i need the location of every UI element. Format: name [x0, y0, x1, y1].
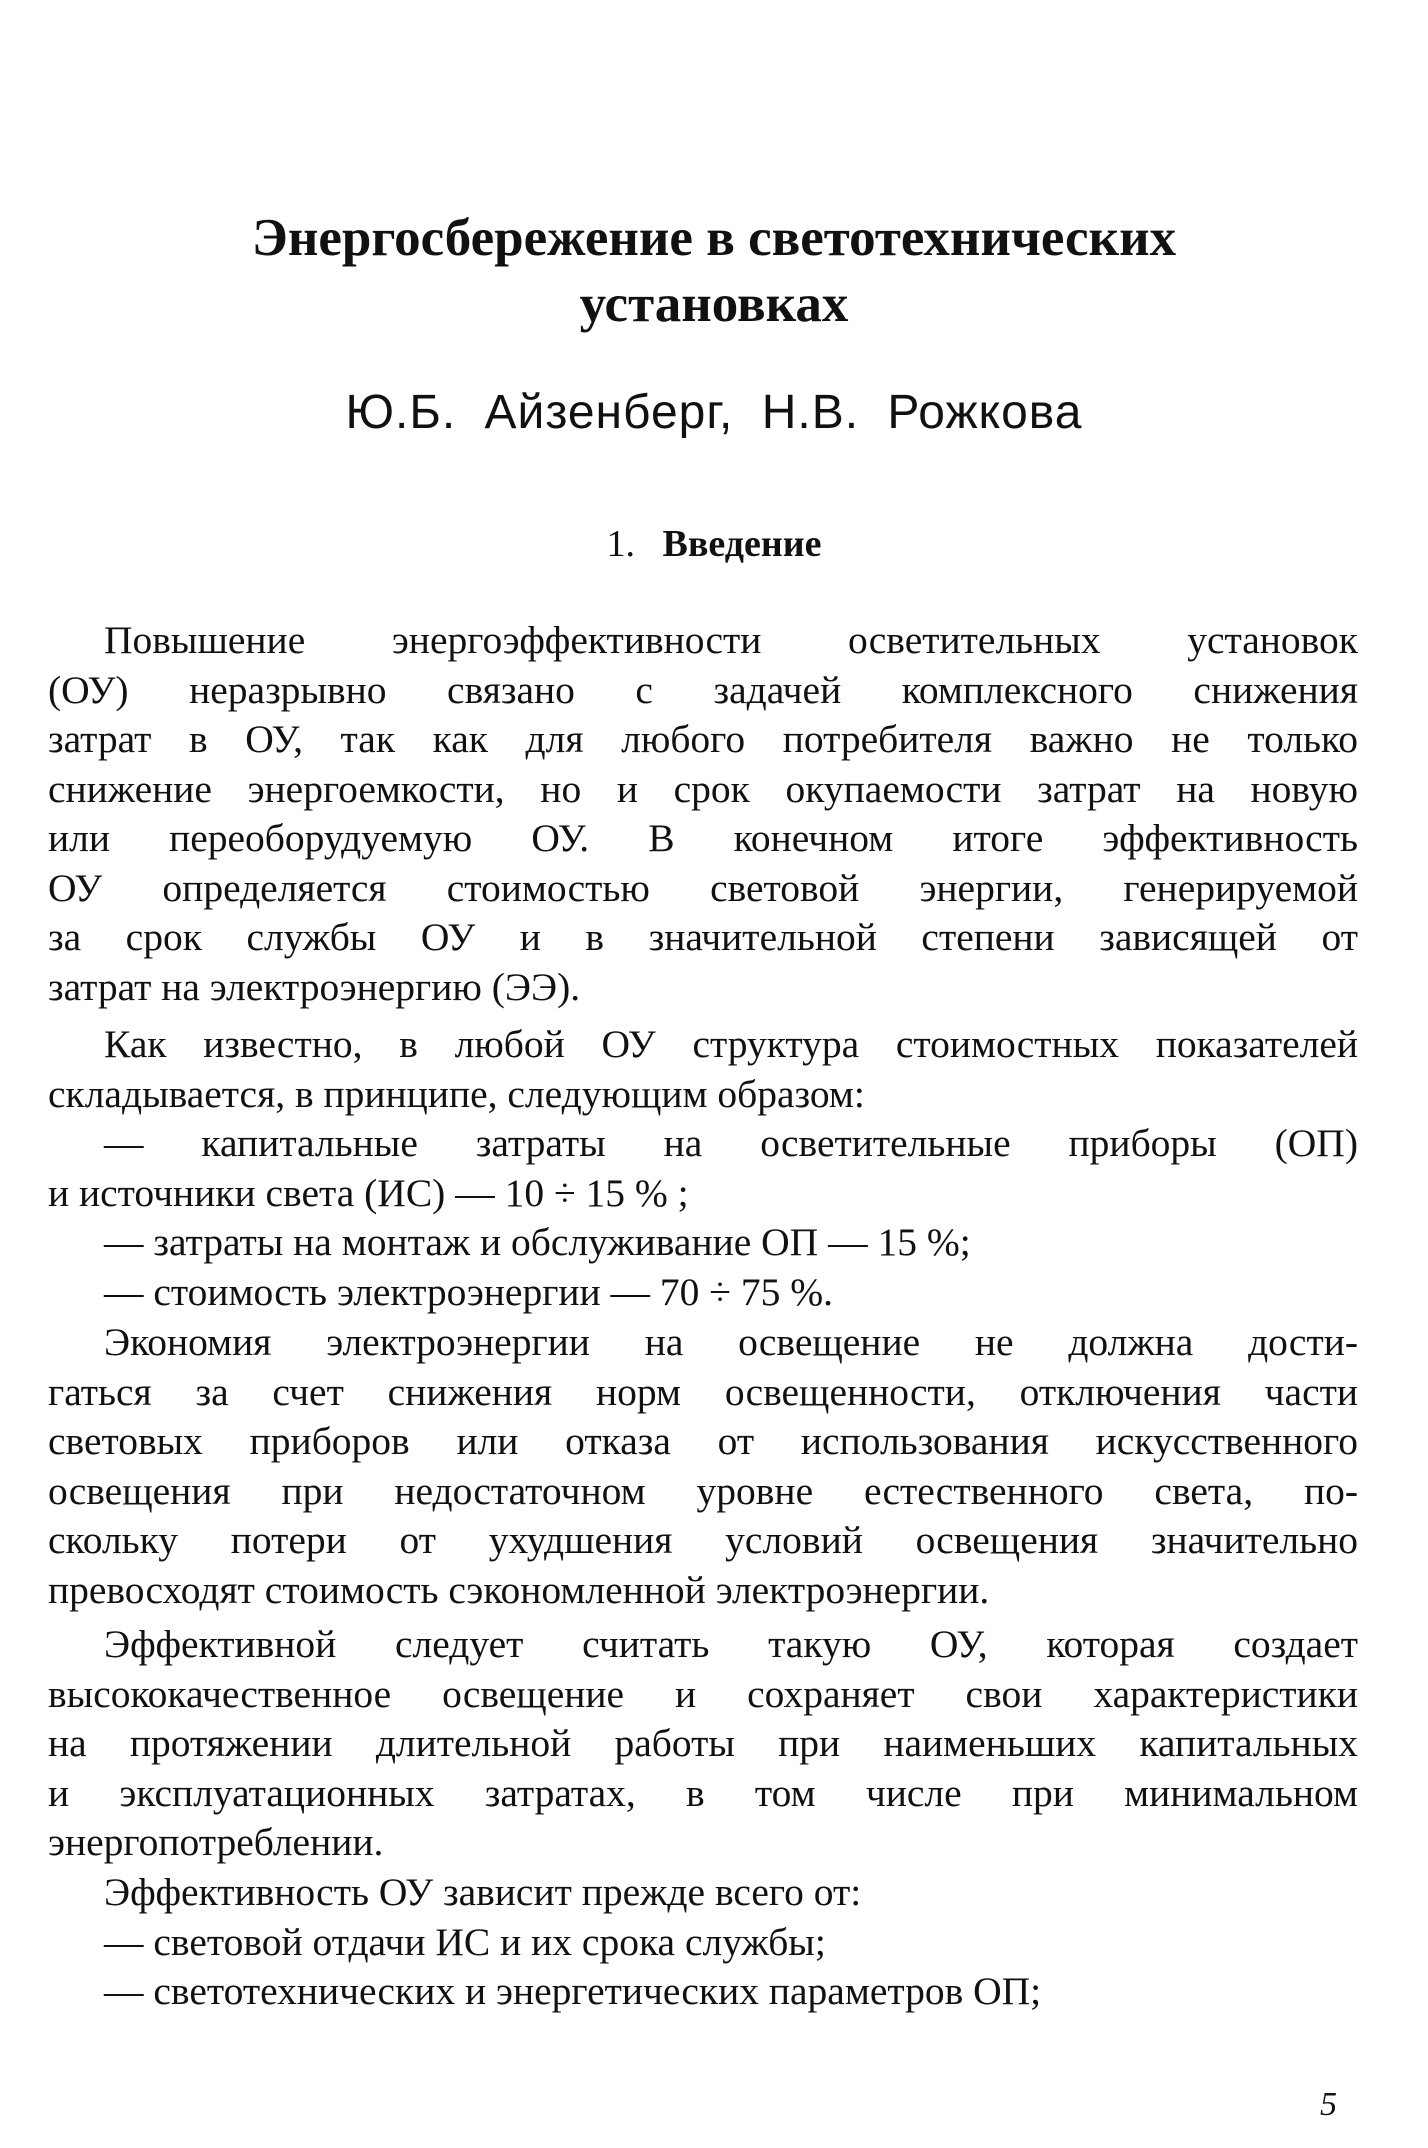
- section-heading: [0, 520, 1428, 568]
- text-line: затрат в ОУ, так как для любого потребителя важно не только: [48, 717, 1358, 761]
- text-line: затрат на электроэнергию (ЭЭ).: [48, 964, 581, 1009]
- text-line: освещения при недостаточном уровне естественного света, по-: [48, 1468, 1358, 1513]
- list-item: — светотехнических и энергетических параметров ОП;: [104, 1969, 1042, 2013]
- text-line: Как известно, в любой ОУ структура стоимостных показателей: [104, 1022, 1358, 1066]
- list-item: — капитальные затраты на осветительные приборы (ОП): [104, 1121, 1358, 1165]
- text-line: энергопотреблении.: [48, 1820, 384, 1864]
- text-line: за срок службы ОУ и в значительной степени зависящей от: [48, 915, 1358, 959]
- page-number: 5: [1320, 2086, 1337, 2123]
- paragraph-4: [48, 1620, 1358, 1868]
- text-line: высококачественное освещение и сохраняет свои характеристики: [48, 1671, 1358, 1716]
- paragraph-1: [48, 616, 1358, 1012]
- section-name: Введение: [662, 523, 822, 565]
- list-item: — световой отдачи ИС и их срока службы;: [104, 1919, 826, 1964]
- text-line: (ОУ) неразрывно связано с задачей комплексного снижения: [48, 667, 1358, 712]
- paragraph-5: [48, 1868, 1358, 2017]
- text-line: или переоборудуемую ОУ. В конечном итоге эффективность: [48, 816, 1358, 860]
- list-item: — стоимость электроэнергии — 70 ÷ 75 %.: [104, 1269, 834, 1314]
- text-line: складывается, в принципе, следующим образом:: [48, 1071, 865, 1116]
- authors: Ю.Б. Айзенберг, Н.В. Рожкова: [345, 386, 1083, 439]
- text-line: ОУ определяется стоимостью световой энергии, генерируемой: [48, 865, 1358, 910]
- text-line: и эксплуатационных затратах, в том числе при минимальном: [48, 1770, 1358, 1815]
- text-line: на протяжении длительной работы при наименьших капитальных: [48, 1721, 1358, 1765]
- text-line: скольку потери от ухудшения условий освещения значительно: [48, 1518, 1358, 1562]
- paragraph-3: [48, 1318, 1358, 1615]
- text-line: снижение энергоемкости, но и срок окупаемости затрат на новую: [48, 766, 1358, 811]
- text-line: превосходят стоимость сэкономленной электроэнергии.: [48, 1567, 990, 1612]
- text-line: Экономия электроэнергии на освещение не должна дости-: [104, 1320, 1358, 1364]
- text-line: световых приборов или отказа от использования искусственного: [48, 1419, 1358, 1463]
- paragraph-2: [48, 1020, 1358, 1317]
- title-line-2: установках: [579, 275, 849, 333]
- section-number: 1.: [606, 523, 635, 565]
- text-line: Эффективной следует считать такую ОУ, которая создает: [104, 1622, 1358, 1666]
- list-item: — затраты на монтаж и обслуживание ОП — 15 %;: [104, 1220, 971, 1264]
- list-item-continuation: и источники света (ИС) — 10 ÷ 15 % ;: [48, 1170, 689, 1215]
- text-line: Повышение энергоэффективности осветительных установок: [104, 618, 1358, 662]
- title-line-1: Энергосбережение в светотехнических: [251, 209, 1177, 267]
- text-line: Эффективность ОУ зависит прежде всего от:: [104, 1870, 862, 1914]
- text-line: гаться за счет снижения норм освещенности, отключения части: [48, 1369, 1358, 1414]
- page-title: [0, 205, 1428, 337]
